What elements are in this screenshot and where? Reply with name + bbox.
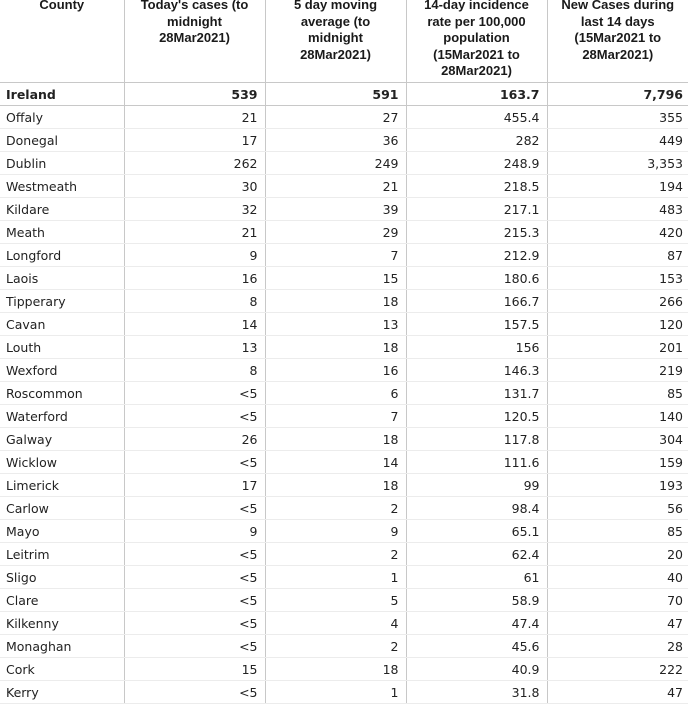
five-day-average-cell: 1 <box>265 566 406 589</box>
todays-cases-header <box>124 0 265 83</box>
county-cell: Monaghan <box>0 635 124 658</box>
header-line: 28Mar2021) <box>159 30 230 45</box>
national-total-row <box>0 83 688 106</box>
todays-cases-cell: <5 <box>124 543 265 566</box>
new-cases-cell: 40 <box>547 566 688 589</box>
table-row <box>0 635 688 658</box>
five-day-average-cell: 18 <box>265 428 406 451</box>
header-line: (15Mar2021 to <box>574 30 662 45</box>
incidence-rate-cell: 248.9 <box>406 152 547 175</box>
new-cases-cell: 219 <box>547 359 688 382</box>
county-cell: Kilkenny <box>0 612 124 635</box>
todays-cases-cell: <5 <box>124 681 265 704</box>
county-cell: Laois <box>0 267 124 290</box>
new-cases-cell: 120 <box>547 313 688 336</box>
county-cell: Wexford <box>0 359 124 382</box>
incidence-rate-cell: 217.1 <box>406 198 547 221</box>
five-day-average-cell: 4 <box>265 612 406 635</box>
new-cases-cell: 47 <box>547 612 688 635</box>
table-row <box>0 106 688 129</box>
todays-cases-cell: <5 <box>124 451 265 474</box>
incidence-rate-cell: 156 <box>406 336 547 359</box>
county-cell: Offaly <box>0 106 124 129</box>
table-row <box>0 428 688 451</box>
five-day-average-cell: 2 <box>265 543 406 566</box>
county-cell: Kerry <box>0 681 124 704</box>
new-cases-cell: 355 <box>547 106 688 129</box>
table-row <box>0 681 688 704</box>
county-cell: Waterford <box>0 405 124 428</box>
incidence-rate-cell: 157.5 <box>406 313 547 336</box>
new-cases-cell: 159 <box>547 451 688 474</box>
todays-cases-cell: 15 <box>124 658 265 681</box>
todays-cases-cell: 21 <box>124 221 265 244</box>
incidence-rate-cell: 455.4 <box>406 106 547 129</box>
incidence-rate-cell: 131.7 <box>406 382 547 405</box>
table-row <box>0 405 688 428</box>
header-line: 28Mar2021) <box>441 63 512 78</box>
header-line: 14-day incidence <box>424 0 529 12</box>
incidence-rate-cell: 117.8 <box>406 428 547 451</box>
table-row <box>0 313 688 336</box>
incidence-rate-cell: 58.9 <box>406 589 547 612</box>
table-row <box>0 198 688 221</box>
five-day-average-cell: 6 <box>265 382 406 405</box>
incidence-rate-header <box>406 0 547 83</box>
table-row <box>0 359 688 382</box>
five-day-average-cell: 2 <box>265 497 406 520</box>
incidence-rate-cell: 61 <box>406 566 547 589</box>
table-row <box>0 382 688 405</box>
todays-cases-cell: 32 <box>124 198 265 221</box>
five-day-average-cell: 18 <box>265 336 406 359</box>
county-cell: Carlow <box>0 497 124 520</box>
new-cases-cell: 483 <box>547 198 688 221</box>
todays-cases-cell: 8 <box>124 359 265 382</box>
county-cell: Longford <box>0 244 124 267</box>
county-cell: Ireland <box>0 83 124 106</box>
new-cases-cell: 194 <box>547 175 688 198</box>
incidence-rate-cell: 99 <box>406 474 547 497</box>
todays-cases-cell: 14 <box>124 313 265 336</box>
new-cases-cell: 7,796 <box>547 83 688 106</box>
todays-cases-cell: 17 <box>124 129 265 152</box>
table-row <box>0 336 688 359</box>
county-header <box>0 0 124 83</box>
county-cell: Cork <box>0 658 124 681</box>
header-row <box>0 0 688 83</box>
table-row <box>0 290 688 313</box>
five-day-average-cell: 7 <box>265 244 406 267</box>
incidence-rate-cell: 146.3 <box>406 359 547 382</box>
county-cell: Galway <box>0 428 124 451</box>
incidence-rate-cell: 120.5 <box>406 405 547 428</box>
new-cases-cell: 20 <box>547 543 688 566</box>
new-cases-cell: 222 <box>547 658 688 681</box>
todays-cases-cell: 262 <box>124 152 265 175</box>
new-cases-cell: 28 <box>547 635 688 658</box>
county-cell: Limerick <box>0 474 124 497</box>
five-day-average-cell: 9 <box>265 520 406 543</box>
incidence-rate-cell: 62.4 <box>406 543 547 566</box>
incidence-rate-cell: 218.5 <box>406 175 547 198</box>
new-cases-cell: 3,353 <box>547 152 688 175</box>
todays-cases-cell: <5 <box>124 635 265 658</box>
county-cell: Roscommon <box>0 382 124 405</box>
header-line: County <box>39 0 85 12</box>
header-line: Today's cases (to <box>140 0 249 12</box>
todays-cases-cell: <5 <box>124 589 265 612</box>
new-cases-cell: 56 <box>547 497 688 520</box>
incidence-rate-cell: 215.3 <box>406 221 547 244</box>
todays-cases-cell: <5 <box>124 405 265 428</box>
county-cell: Leitrim <box>0 543 124 566</box>
header-line: 28Mar2021) <box>300 46 371 62</box>
todays-cases-cell: 8 <box>124 290 265 313</box>
incidence-rate-cell: 31.8 <box>406 681 547 704</box>
todays-cases-cell: 30 <box>124 175 265 198</box>
five-day-average-cell: 21 <box>265 175 406 198</box>
new-cases-cell: 449 <box>547 129 688 152</box>
new-cases-cell: 85 <box>547 382 688 405</box>
header-line: 5 day moving <box>293 0 378 12</box>
five-day-average-cell: 15 <box>265 267 406 290</box>
five-day-average-cell: 1 <box>265 681 406 704</box>
new-cases-header <box>547 0 688 83</box>
five-day-average-cell: 5 <box>265 589 406 612</box>
new-cases-cell: 87 <box>547 244 688 267</box>
table-row <box>0 497 688 520</box>
todays-cases-cell: 539 <box>124 83 265 106</box>
five-day-average-cell: 29 <box>265 221 406 244</box>
five-day-average-cell: 249 <box>265 152 406 175</box>
new-cases-cell: 140 <box>547 405 688 428</box>
new-cases-cell: 153 <box>547 267 688 290</box>
county-cell: Meath <box>0 221 124 244</box>
five-day-average-cell: 2 <box>265 635 406 658</box>
header-line: 28Mar2021) <box>582 46 654 62</box>
table-row <box>0 658 688 681</box>
table-row <box>0 474 688 497</box>
table-row <box>0 175 688 198</box>
todays-cases-cell: 17 <box>124 474 265 497</box>
five-day-average-cell: 14 <box>265 451 406 474</box>
incidence-rate-cell: 40.9 <box>406 658 547 681</box>
five-day-average-cell: 13 <box>265 313 406 336</box>
table-row <box>0 221 688 244</box>
table-row <box>0 543 688 566</box>
county-cell: Kildare <box>0 198 124 221</box>
new-cases-cell: 193 <box>547 474 688 497</box>
todays-cases-cell: 26 <box>124 428 265 451</box>
county-cell: Sligo <box>0 566 124 589</box>
five-day-average-cell: 18 <box>265 658 406 681</box>
new-cases-cell: 304 <box>547 428 688 451</box>
incidence-rate-cell: 47.4 <box>406 612 547 635</box>
header-line: rate per 100,000 <box>427 13 526 29</box>
county-cell: Wicklow <box>0 451 124 474</box>
todays-cases-cell: <5 <box>124 497 265 520</box>
five-day-average-header <box>265 0 406 83</box>
incidence-rate-cell: 98.4 <box>406 497 547 520</box>
table-row <box>0 612 688 635</box>
new-cases-cell: 47 <box>547 681 688 704</box>
five-day-average-cell: 36 <box>265 129 406 152</box>
todays-cases-cell: <5 <box>124 612 265 635</box>
todays-cases-cell: <5 <box>124 382 265 405</box>
incidence-rate-cell: 65.1 <box>406 520 547 543</box>
incidence-rate-cell: 180.6 <box>406 267 547 290</box>
todays-cases-cell: <5 <box>124 566 265 589</box>
header-line: population <box>443 30 510 45</box>
county-cell: Tipperary <box>0 290 124 313</box>
header-line: New Cases during <box>561 0 675 12</box>
header-line: average (to <box>300 13 371 29</box>
table-row <box>0 451 688 474</box>
todays-cases-cell: 9 <box>124 244 265 267</box>
county-cell: Cavan <box>0 313 124 336</box>
five-day-average-cell: 27 <box>265 106 406 129</box>
new-cases-cell: 266 <box>547 290 688 313</box>
table-row <box>0 152 688 175</box>
county-cell: Mayo <box>0 520 124 543</box>
incidence-rate-cell: 282 <box>406 129 547 152</box>
five-day-average-cell: 591 <box>265 83 406 106</box>
five-day-average-cell: 7 <box>265 405 406 428</box>
new-cases-cell: 420 <box>547 221 688 244</box>
incidence-rate-cell: 111.6 <box>406 451 547 474</box>
todays-cases-cell: 13 <box>124 336 265 359</box>
five-day-average-cell: 18 <box>265 290 406 313</box>
county-cell: Westmeath <box>0 175 124 198</box>
header-line: (15Mar2021 to <box>433 46 520 62</box>
incidence-rate-cell: 45.6 <box>406 635 547 658</box>
new-cases-cell: 70 <box>547 589 688 612</box>
county-cell: Dublin <box>0 152 124 175</box>
new-cases-cell: 85 <box>547 520 688 543</box>
table-body <box>0 83 688 704</box>
todays-cases-cell: 9 <box>124 520 265 543</box>
table-row <box>0 520 688 543</box>
header-line: last 14 days <box>580 13 655 29</box>
county-cell: Donegal <box>0 129 124 152</box>
header-line: midnight <box>167 13 222 29</box>
five-day-average-cell: 39 <box>265 198 406 221</box>
table-row <box>0 244 688 267</box>
todays-cases-cell: 21 <box>124 106 265 129</box>
five-day-average-cell: 18 <box>265 474 406 497</box>
new-cases-cell: 201 <box>547 336 688 359</box>
five-day-average-cell: 16 <box>265 359 406 382</box>
table-row <box>0 589 688 612</box>
county-cell: Louth <box>0 336 124 359</box>
incidence-rate-cell: 166.7 <box>406 290 547 313</box>
table-row <box>0 129 688 152</box>
todays-cases-cell: 16 <box>124 267 265 290</box>
header-line: midnight <box>308 30 363 45</box>
county-cell: Clare <box>0 589 124 612</box>
incidence-rate-cell: 163.7 <box>406 83 547 106</box>
table-row <box>0 566 688 589</box>
incidence-rate-cell: 212.9 <box>406 244 547 267</box>
table-row <box>0 267 688 290</box>
